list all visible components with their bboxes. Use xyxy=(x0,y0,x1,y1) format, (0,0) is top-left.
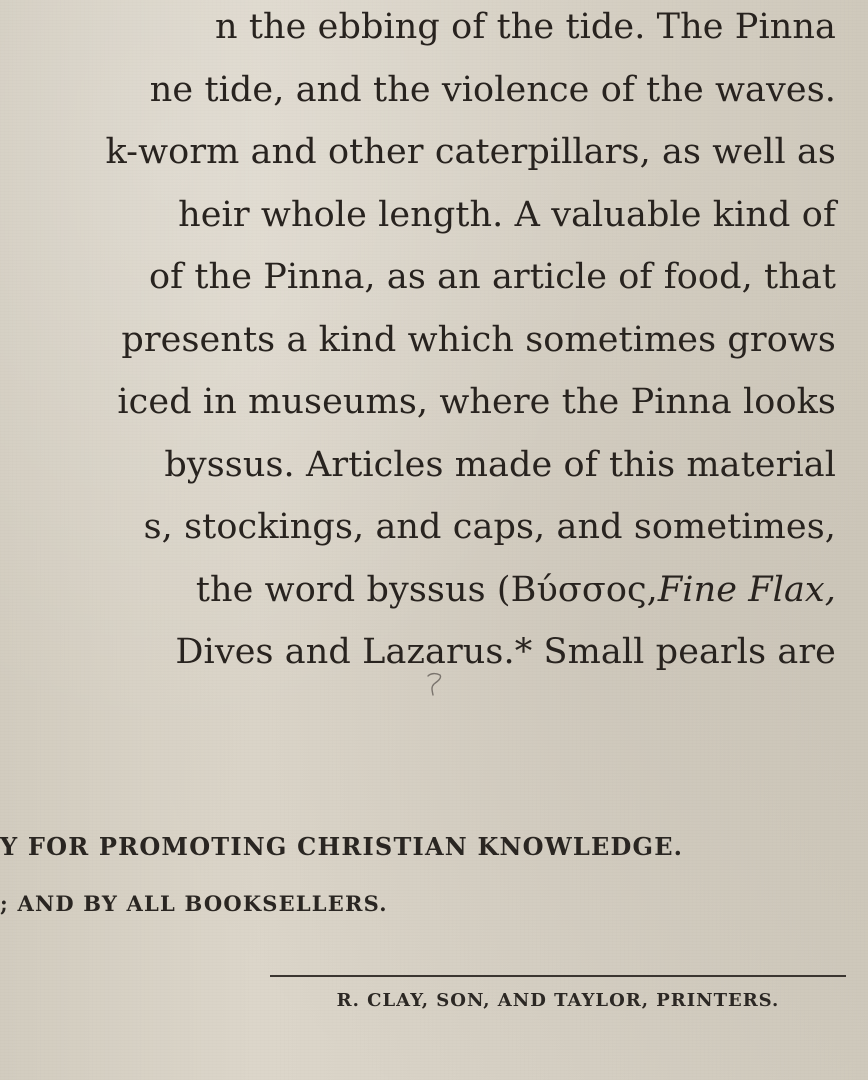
text-line-11 xyxy=(0,621,836,684)
text-line-2 xyxy=(0,59,836,122)
text-line-8 xyxy=(0,434,836,497)
text-line-5 xyxy=(0,246,836,309)
printer-line: R. CLAY, SON, AND TAYLOR, PRINTERS. xyxy=(336,990,780,1011)
text-line-2-content: ne tide, and the violence of the waves. xyxy=(149,69,836,110)
printer-rule xyxy=(270,975,846,977)
text-line-4-content: heir whole length. A valuable kind of xyxy=(178,194,836,235)
text-line-4 xyxy=(0,184,836,247)
imprint-line-1: Y FOR PROMOTING CHRISTIAN KNOWLEDGE. xyxy=(0,832,684,861)
text-line-1 xyxy=(0,0,836,59)
imprint-block xyxy=(0,820,830,931)
text-line-6-content: presents a kind which sometimes grows xyxy=(121,319,836,360)
text-line-10-content: the word byssus (Βύσσος, xyxy=(195,569,658,610)
text-line-6 xyxy=(0,309,836,372)
imprint-line-2: ; AND BY ALL BOOKSELLERS. xyxy=(0,891,388,916)
text-line-5-content: of the Pinna, as an article of food, that xyxy=(148,257,836,297)
text-line-7-content: iced in museums, where the Pinna looks xyxy=(117,382,836,422)
text-line-3 xyxy=(0,121,836,184)
text-line-9 xyxy=(0,496,836,559)
text-line-1-content: n the ebbing of the tide. The Pinna xyxy=(214,7,836,47)
text-line-7 xyxy=(0,371,836,434)
ink-mark xyxy=(424,666,446,706)
text-line-8-content: byssus. Articles made of this material xyxy=(164,444,836,485)
text-line-10 xyxy=(0,559,836,622)
text-line-9-content: s, stockings, and caps, and sometimes, xyxy=(143,507,836,547)
text-line-11-content: Dives and Lazarus.* Small pearls are xyxy=(175,632,836,672)
italic-phrase: Fine Flax, xyxy=(657,569,836,610)
text-line-3-content: k-worm and other caterpillars, as well as xyxy=(105,132,836,172)
